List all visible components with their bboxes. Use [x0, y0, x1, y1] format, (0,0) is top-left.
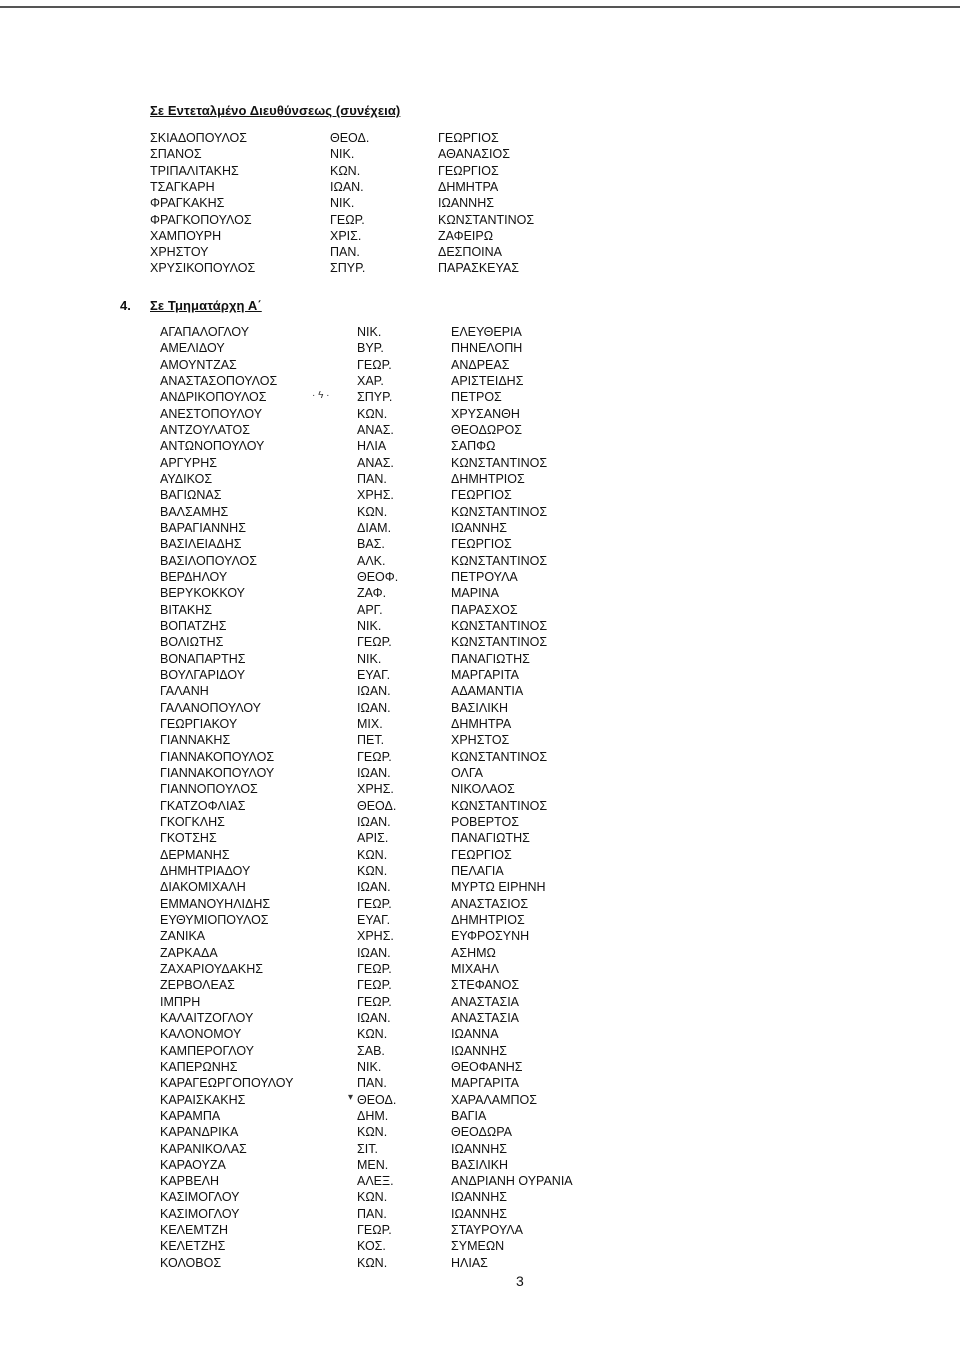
first-name: ΓΕΩΡΓΙΟΣ	[451, 488, 512, 503]
surname: ΑΥΔΙΚΟΣ	[160, 471, 213, 486]
patronymic: ΣΠΥΡ.	[330, 261, 366, 276]
patronymic: ΠΑΝ.	[357, 1206, 387, 1221]
first-name: ΔΗΜΗΤΡΙΟΣ	[451, 912, 525, 927]
first-name: ΟΛΓΑ	[451, 765, 483, 780]
first-name: ΑΝΑΣΤΑΣΙΑ	[451, 1010, 520, 1025]
patronymic: ΙΩΑΝ.	[357, 880, 391, 895]
surname: ΤΡΙΠΑΛΙΤΑΚΗΣ	[150, 163, 239, 178]
section-heading-tmimatarchis: Σε Τμηματάρχη Α΄	[150, 298, 262, 313]
patronymic: ΓΕΩΡ.	[357, 635, 392, 650]
patronymic: ΓΕΩΡ.	[357, 357, 392, 372]
first-name: ΣΑΠΦΩ	[451, 439, 496, 454]
list-item	[0, 618, 960, 634]
patronymic: ΓΕΩΡ.	[330, 212, 365, 227]
surname: ΚΑΜΠΕΡΟΓΛΟΥ	[160, 1043, 254, 1058]
patronymic: ΧΡΙΣ.	[330, 228, 362, 243]
patronymic: ΧΡΗΣ.	[357, 929, 394, 944]
surname: ΑΝΤΩΝΟΠΟΥΛΟΥ	[160, 439, 265, 454]
patronymic: ΝΙΚ.	[330, 196, 355, 211]
patronymic: ΑΝΑΣ.	[357, 422, 394, 437]
first-name: ΖΑΦΕΙΡΩ	[438, 228, 494, 243]
first-name: ΑΡΙΣΤΕΙΔΗΣ	[451, 373, 524, 388]
patronymic: ΕΥΑΓ.	[357, 667, 391, 682]
list-item	[0, 700, 960, 716]
top-border-line	[0, 6, 960, 8]
surname: ΣΠΑΝΟΣ	[150, 147, 202, 162]
patronymic: ΘΕΟΔ.	[357, 798, 397, 813]
list-item	[0, 1026, 960, 1042]
list-item	[0, 504, 960, 520]
surname: ΓΙΑΝΝΑΚΗΣ	[160, 733, 231, 748]
first-name: ΓΕΩΡΓΙΟΣ	[438, 163, 499, 178]
list-item	[0, 1075, 960, 1091]
list-item	[0, 1206, 960, 1222]
first-name: ΙΩΑΝΝΗΣ	[451, 1141, 507, 1156]
list-item	[0, 945, 960, 961]
patronymic: ΙΩΑΝ.	[357, 684, 391, 699]
list-item	[0, 1092, 960, 1108]
surname: ΑΝΕΣΤΟΠΟΥΛΟΥ	[160, 406, 263, 421]
first-name: ΔΗΜΗΤΡΙΟΣ	[451, 471, 525, 486]
first-name: ΡΟΒΕΡΤΟΣ	[451, 814, 519, 829]
surname: ΚΑΡΑΓΕΩΡΓΟΠΟΥΛΟΥ	[160, 1076, 294, 1091]
first-name: ΘΕΟΔΩΡΟΣ	[451, 422, 523, 437]
surname: ΚΑΡΑΝΔΡΙΚΑ	[160, 1125, 239, 1140]
list-item	[0, 1255, 960, 1271]
first-name: ΠΑΡΑΣΧΟΣ	[451, 602, 518, 617]
surname: ΓΕΩΡΓΙΑΚΟΥ	[160, 716, 238, 731]
first-name: ΓΕΩΡΓΙΟΣ	[451, 847, 512, 862]
first-name: ΧΡΥΣΑΝΘΗ	[451, 406, 520, 421]
patronymic: ΙΩΑΝ.	[357, 1010, 391, 1025]
surname: ΚΑΣΙΜΟΓΛΟΥ	[160, 1190, 240, 1205]
surname: ΒΑΓΙΩΝΑΣ	[160, 488, 222, 503]
surname: ΖΑΧΑΡΙΟΥΔΑΚΗΣ	[160, 961, 263, 976]
list-item	[0, 146, 960, 162]
first-name: ΕΥΦΡΟΣΥΝΗ	[451, 929, 530, 944]
list-item	[0, 244, 960, 260]
list-item	[0, 324, 960, 340]
list-item	[0, 195, 960, 211]
list-item	[0, 977, 960, 993]
patronymic: ΑΛΚ.	[357, 553, 386, 568]
first-name: ΚΩΝΣΤΑΝΤΙΝΟΣ	[451, 798, 548, 813]
first-name: ΚΩΝΣΤΑΝΤΙΝΟΣ	[451, 455, 548, 470]
patronymic: ΘΕΟΔ.	[357, 1092, 397, 1107]
patronymic: ΗΛΙΑ	[357, 439, 387, 454]
list-item	[0, 1010, 960, 1026]
surname: ΚΑΡΑΟΥΖΑ	[160, 1157, 226, 1172]
first-name: ΑΣΗΜΩ	[451, 945, 496, 960]
surname: ΓΙΑΝΝΑΚΟΠΟΥΛΟΣ	[160, 749, 275, 764]
first-name: ΓΕΩΡΓΙΟΣ	[451, 537, 512, 552]
list-item	[0, 798, 960, 814]
first-name: ΔΕΣΠΟΙΝΑ	[438, 245, 503, 260]
first-name: ΗΛΙΑΣ	[451, 1255, 488, 1270]
surname: ΑΝΑΣΤΑΣΟΠΟΥΛΟΣ	[160, 373, 278, 388]
first-name: ΙΩΑΝΝΗΣ	[451, 1043, 507, 1058]
list-item	[0, 912, 960, 928]
section-number: 4.	[120, 298, 131, 313]
list-item	[0, 732, 960, 748]
surname: ΚΑΡΑΙΣΚΑΚΗΣ	[160, 1092, 246, 1107]
surname: ΒΟΠΑΤΖΗΣ	[160, 618, 227, 633]
list-item	[0, 340, 960, 356]
patronymic: ΓΕΩΡ.	[357, 749, 392, 764]
first-name: ΚΩΝΣΤΑΝΤΙΝΟΣ	[451, 635, 548, 650]
list-item	[0, 1059, 960, 1075]
list-item	[0, 1189, 960, 1205]
list-item	[0, 847, 960, 863]
scan-speck: · ϟ ·	[312, 390, 330, 401]
surname: ΚΑΠΕΡΩΝΗΣ	[160, 1059, 238, 1074]
first-name: ΚΩΝΣΤΑΝΤΙΝΟΣ	[451, 749, 548, 764]
list-item	[0, 585, 960, 601]
surname: ΚΕΛΕΜΤΖΗ	[160, 1223, 229, 1238]
first-name: ΜΑΡΙΝΑ	[451, 586, 499, 601]
surname: ΑΜΕΛΙΔΟΥ	[160, 341, 225, 356]
patronymic: ΖΑΦ.	[357, 586, 387, 601]
first-name: ΚΩΝΣΤΑΝΤΙΝΟΣ	[451, 504, 548, 519]
first-name: ΘΕΟΦΑΝΗΣ	[451, 1059, 523, 1074]
surname: ΔΕΡΜΑΝΗΣ	[160, 847, 230, 862]
surname: ΓΙΑΝΝΟΠΟΥΛΟΣ	[160, 782, 258, 797]
surname: ΓΚΟΤΣΗΣ	[160, 831, 217, 846]
list-item	[0, 1108, 960, 1124]
surname: ΚΑΛΟΝΟΜΟΥ	[160, 1027, 242, 1042]
surname: ΑΝΤΖΟΥΛΑΤΟΣ	[160, 422, 250, 437]
surname: ΚΑΡΒΕΛΗ	[160, 1174, 220, 1189]
patronymic: ΧΑΡ.	[357, 373, 384, 388]
first-name: ΠΑΡΑΣΚΕΥΑΣ	[438, 261, 519, 276]
list-item	[0, 212, 960, 228]
surname: ΕΥΘΥΜΙΟΠΟΥΛΟΣ	[160, 912, 269, 927]
surname: ΒΑΣΙΛΕΙΑΔΗΣ	[160, 537, 242, 552]
first-name: ΠΑΝΑΓΙΩΤΗΣ	[451, 831, 530, 846]
list-item	[0, 373, 960, 389]
first-name: ΕΛΕΥΘΕΡΙΑ	[451, 325, 522, 339]
first-name: ΜΑΡΓΑΡΙΤΑ	[451, 1076, 520, 1091]
patronymic: ΝΙΚ.	[357, 325, 382, 339]
patronymic: ΙΩΑΝ.	[357, 945, 391, 960]
patronymic: ΣΙΤ.	[357, 1141, 378, 1156]
patronymic: ΔΗΜ.	[357, 1108, 389, 1123]
surname: ΚΕΛΕΤΖΗΣ	[160, 1239, 226, 1254]
list-item	[0, 260, 960, 276]
patronymic: ΑΛΕΞ.	[357, 1174, 394, 1189]
list-item	[0, 896, 960, 912]
patronymic: ΙΩΑΝ.	[357, 765, 391, 780]
first-name: ΧΑΡΑΛΑΜΠΟΣ	[451, 1092, 537, 1107]
patronymic: ΓΕΩΡ.	[357, 994, 392, 1009]
first-name: ΜΑΡΓΑΡΙΤΑ	[451, 667, 520, 682]
list-item	[0, 1124, 960, 1140]
surname: ΖΕΡΒΟΛΕΑΣ	[160, 978, 235, 993]
list-item	[0, 863, 960, 879]
surname: ΤΣΑΓΚΑΡΗ	[150, 179, 215, 194]
surname: ΧΑΜΠΟΥΡΗ	[150, 228, 222, 243]
list-item	[0, 553, 960, 569]
list-item	[0, 602, 960, 618]
patronymic: ΚΩΝ.	[357, 1255, 388, 1270]
patronymic: ΘΕΟΦ.	[357, 569, 399, 584]
surname: ΣΚΙΑΔΟΠΟΥΛΟΣ	[150, 131, 247, 145]
patronymic: ΚΩΝ.	[330, 163, 361, 178]
patronymic: ΕΥΑΓ.	[357, 912, 391, 927]
patronymic: ΧΡΗΣ.	[357, 488, 394, 503]
patronymic: ΠΕΤ.	[357, 733, 385, 748]
list-item	[0, 520, 960, 536]
patronymic: ΠΑΝ.	[357, 471, 387, 486]
surname: ΒΕΡΥΚΟΚΚΟΥ	[160, 586, 245, 601]
surname: ΚΑΣΙΜΟΓΛΟΥ	[160, 1206, 240, 1221]
first-name: ΚΩΝΣΤΑΝΤΙΝΟΣ	[451, 618, 548, 633]
surname: ΒΑΣΙΛΟΠΟΥΛΟΣ	[160, 553, 257, 568]
list-item	[0, 1173, 960, 1189]
surname: ΚΑΛΑΙΤΖΟΓΛΟΥ	[160, 1010, 254, 1025]
list-item	[0, 163, 960, 179]
patronymic: ΚΟΣ.	[357, 1239, 386, 1254]
first-name: ΙΩΑΝΝΑ	[451, 1027, 499, 1042]
list-item	[0, 961, 960, 977]
patronymic: ΣΑΒ.	[357, 1043, 385, 1058]
first-name: ΠΕΤΡΟΣ	[451, 390, 502, 405]
first-name: ΠΗΝΕΛΟΠΗ	[451, 341, 523, 356]
first-name: ΜΙΧΑΗΛ	[451, 961, 499, 976]
first-name: ΠΕΛΑΓΙΑ	[451, 863, 504, 878]
patronymic: ΓΕΩΡ.	[357, 978, 392, 993]
section-heading-continued: Σε Εντεταλμένο Διευθύνσεως (συνέχεια)	[150, 103, 401, 118]
first-name: ΚΩΝΣΤΑΝΤΙΝΟΣ	[451, 553, 548, 568]
first-name: ΒΑΓΙΑ	[451, 1108, 487, 1123]
list-item	[0, 879, 960, 895]
patronymic: ΝΙΚ.	[357, 618, 382, 633]
first-name: ΑΝΑΣΤΑΣΙΟΣ	[451, 896, 529, 911]
patronymic: ΚΩΝ.	[357, 1190, 388, 1205]
first-name: ΣΥΜΕΩΝ	[451, 1239, 505, 1254]
surname: ΖΑΝΙΚΑ	[160, 929, 206, 944]
first-name: ΑΝΑΣΤΑΣΙΑ	[451, 994, 520, 1009]
surname: ΑΡΓΥΡΗΣ	[160, 455, 217, 470]
patronymic: ΠΑΝ.	[357, 1076, 387, 1091]
first-name: ΚΩΝΣΤΑΝΤΙΝΟΣ	[438, 212, 535, 227]
surname: ΖΑΡΚΑΔΑ	[160, 945, 218, 960]
surname: ΧΡΗΣΤΟΥ	[150, 245, 209, 260]
surname: ΦΡΑΓΚΟΠΟΥΛΟΣ	[150, 212, 252, 227]
patronymic: ΑΡΓ.	[357, 602, 383, 617]
list-item	[0, 1222, 960, 1238]
list-item	[0, 179, 960, 195]
patronymic: ΝΙΚ.	[357, 1059, 382, 1074]
patronymic: ΑΡΙΣ.	[357, 831, 389, 846]
surname: ΑΝΔΡΙΚΟΠΟΥΛΟΣ	[160, 390, 267, 405]
first-name: ΑΘΑΝΑΣΙΟΣ	[438, 147, 510, 162]
patronymic: ΒΥΡ.	[357, 341, 384, 356]
list-item	[0, 634, 960, 650]
list-item	[0, 1238, 960, 1254]
first-name: ΔΗΜΗΤΡΑ	[451, 716, 512, 731]
surname: ΔΙΑΚΟΜΙΧΑΛΗ	[160, 880, 246, 895]
patronymic: ΑΝΑΣ.	[357, 455, 394, 470]
surname: ΦΡΑΓΚΑΚΗΣ	[150, 196, 225, 211]
patronymic: ΜΙΧ.	[357, 716, 383, 731]
surname: ΓΙΑΝΝΑΚΟΠΟΥΛΟΥ	[160, 765, 275, 780]
surname: ΑΓΑΠΑΛΟΓΛΟΥ	[160, 325, 250, 339]
patronymic: ΙΩΑΝ.	[357, 700, 391, 715]
surname: ΕΜΜΑΝΟΥΗΛΙΔΗΣ	[160, 896, 271, 911]
first-name: ΑΝΔΡΕΑΣ	[451, 357, 510, 372]
first-name: ΙΩΑΝΝΗΣ	[451, 1206, 507, 1221]
list-item	[0, 994, 960, 1010]
surname: ΒΑΡΑΓΙΑΝΝΗΣ	[160, 520, 246, 535]
list-item	[0, 536, 960, 552]
list-item	[0, 830, 960, 846]
first-name: ΒΑΣΙΛΙΚΗ	[451, 1157, 509, 1172]
patronymic: ΝΙΚ.	[357, 651, 382, 666]
patronymic: ΚΩΝ.	[357, 1027, 388, 1042]
patronymic: ΔΙΑΜ.	[357, 520, 392, 535]
first-name: ΣΤΑΥΡΟΥΛΑ	[451, 1223, 523, 1238]
first-name: ΘΕΟΔΩΡΑ	[451, 1125, 512, 1140]
list-item	[0, 471, 960, 487]
list-item	[0, 683, 960, 699]
first-name: ΑΝΔΡΙΑΝΗ ΟΥΡΑΝΙΑ	[451, 1174, 573, 1189]
list-item	[0, 422, 960, 438]
surname: ΒΟΥΛΓΑΡΙΔΟΥ	[160, 667, 246, 682]
patronymic: ΝΙΚ.	[330, 147, 355, 162]
list-item	[0, 667, 960, 683]
list-item	[0, 749, 960, 765]
first-name: ΙΩΑΝΝΗΣ	[438, 196, 494, 211]
list-item	[0, 228, 960, 244]
patronymic: ΙΩΑΝ.	[357, 814, 391, 829]
patronymic: ΧΡΗΣ.	[357, 782, 394, 797]
list-item	[0, 765, 960, 781]
first-name: ΠΑΝΑΓΙΩΤΗΣ	[451, 651, 530, 666]
patronymic: ΚΩΝ.	[357, 863, 388, 878]
surname: ΒΟΛΙΩΤΗΣ	[160, 635, 224, 650]
surname: ΚΟΛΟΒΟΣ	[160, 1255, 222, 1270]
surname: ΓΑΛΑΝΗ	[160, 684, 209, 699]
first-name: ΠΕΤΡΟΥΛΑ	[451, 569, 518, 584]
surname: ΒΑΛΣΑΜΗΣ	[160, 504, 229, 519]
list-item	[0, 1141, 960, 1157]
surname: ΔΗΜΗΤΡΙΑΔΟΥ	[160, 863, 251, 878]
list-item	[0, 1043, 960, 1059]
patronymic: ΒΑΣ.	[357, 537, 385, 552]
patronymic: ΣΠΥΡ.	[357, 390, 393, 405]
first-name: ΜΥΡΤΩ ΕΙΡΗΝΗ	[451, 880, 546, 895]
surname: ΒΕΡΔΗΛΟΥ	[160, 569, 228, 584]
surname: ΚΑΡΑΝΙΚΟΛΑΣ	[160, 1141, 247, 1156]
list-item	[0, 814, 960, 830]
first-name: ΝΙΚΟΛΑΟΣ	[451, 782, 515, 797]
patronymic: ΓΕΩΡ.	[357, 896, 392, 911]
patronymic: ΓΕΩΡ.	[357, 961, 392, 976]
list-item	[0, 1157, 960, 1173]
surname: ΚΑΡΑΜΠΑ	[160, 1108, 221, 1123]
surname: ΙΜΠΡΗ	[160, 994, 201, 1009]
patronymic: ΙΩΑΝ.	[330, 179, 364, 194]
page-number: 3	[516, 1273, 524, 1289]
patronymic: ΠΑΝ.	[330, 245, 360, 260]
patronymic: ΚΩΝ.	[357, 406, 388, 421]
list-item	[0, 438, 960, 454]
list-item	[0, 781, 960, 797]
surname: ΓΚΑΤΖΟΦΛΙΑΣ	[160, 798, 246, 813]
first-name: ΓΕΩΡΓΙΟΣ	[438, 131, 499, 145]
patronymic: ΚΩΝ.	[357, 847, 388, 862]
patronymic: ΚΩΝ.	[357, 504, 388, 519]
surname: ΓΚΟΓΚΛΗΣ	[160, 814, 225, 829]
list-item	[0, 487, 960, 503]
list-item	[0, 406, 960, 422]
first-name: ΒΑΣΙΛΙΚΗ	[451, 700, 509, 715]
list-item	[0, 455, 960, 471]
surname: ΑΜΟΥΝΤΖΑΣ	[160, 357, 237, 372]
list-item	[0, 357, 960, 373]
patronymic: ΓΕΩΡ.	[357, 1223, 392, 1238]
first-name: ΣΤΕΦΑΝΟΣ	[451, 978, 520, 993]
surname: ΒΙΤΑΚΗΣ	[160, 602, 212, 617]
first-name: ΧΡΗΣΤΟΣ	[451, 733, 510, 748]
patronymic: ΘΕΟΔ.	[330, 131, 370, 145]
patronymic: ΜΕΝ.	[357, 1157, 389, 1172]
first-name: ΙΩΑΝΝΗΣ	[451, 1190, 507, 1205]
list-item	[0, 389, 960, 405]
list-item	[0, 651, 960, 667]
patronymic: ΚΩΝ.	[357, 1125, 388, 1140]
list-item	[0, 569, 960, 585]
list-item	[0, 130, 960, 146]
first-name: ΔΗΜΗΤΡΑ	[438, 179, 499, 194]
list-item	[0, 928, 960, 944]
scan-speck: ▾	[348, 1092, 354, 1103]
first-name: ΑΔΑΜΑΝΤΙΑ	[451, 684, 524, 699]
surname: ΓΑΛΑΝΟΠΟΥΛΟΥ	[160, 700, 262, 715]
surname: ΒΟΝΑΠΑΡΤΗΣ	[160, 651, 246, 666]
first-name: ΙΩΑΝΝΗΣ	[451, 520, 507, 535]
surname: ΧΡΥΣΙΚΟΠΟΥΛΟΣ	[150, 261, 256, 276]
list-item	[0, 716, 960, 732]
